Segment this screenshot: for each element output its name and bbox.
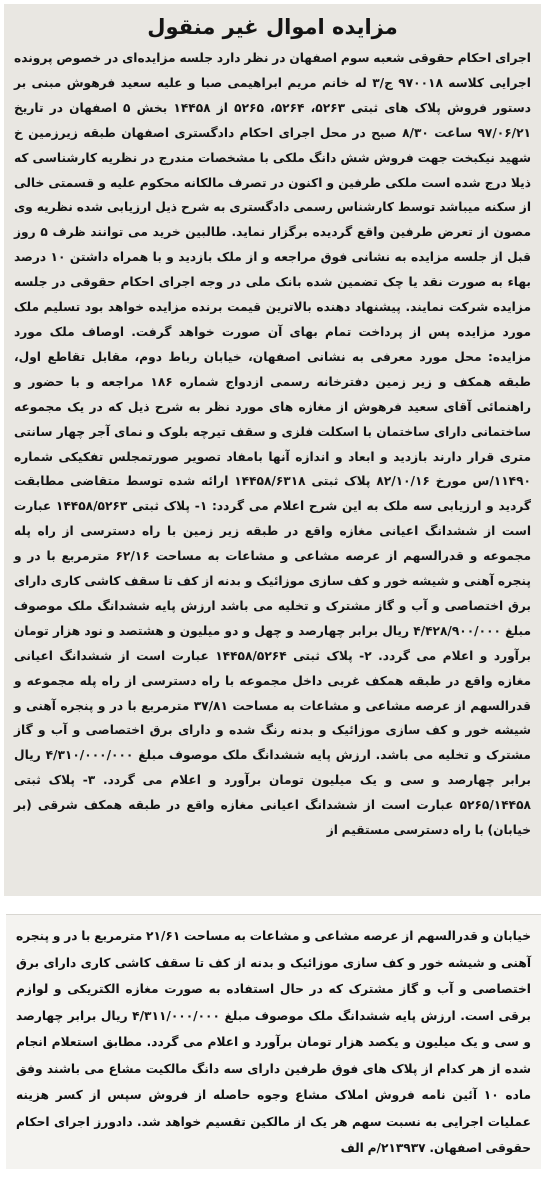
notice-continuation-clipping	[6, 914, 541, 1169]
notice-body: اجرای احکام حقوقی شعبه سوم اصفهان در نظر دارد جلسه مزایده‌ای در خصوص پرونده اجرایی کلاسه ۹۷۰۰۱۸ ج/۳ له خانم مریم ابراهیمی صبا و علیه سعید فرهوش مبنی بر دستور فروش پلاک های ثبتی ۵۲۶۳، ۵۲۶۴، ۵۲۶۵ از ۱۴۴۵۸ بخش ۵ اصفهان در تاریخ ۹۷/۰۶/۲۱ ساعت ۸/۳۰ صبح در محل اجرای احکام دادگستری اصفهان طبقه زیرزمین خ شهید نیکبخت جهت فروش شش دانگ ملکی با مشخصات مندرج در نظریه کارشناسی که ذیلا درج شده است ملکی طرفین و اکنون در تصرف مالکانه محکوم علیه و قسمتی خالی از سکنه میباشد توسط کارشناس رسمی دادگستری به شرح ذیل ارزیابی شده نظریه وی مصون از تعرض طرفین واقع گردیده برگزار نماید. طالبین خرید می توانند ظرف ۵ روز قبل از جلسه مزایده به نشانی فوق مراجعه و از ملک بازدید و با همراه داشتن ۱۰ درصد بهاء به صورت نقد یا چک تضمین شده بانک ملی در وجه اجرای احکام حقوقی در جلسه مزایده شرکت نمایند. پیشنهاد دهنده بالاترین قیمت برنده مزایده خواهد بود تسلیم ملک مورد مزایده پس از پرداخت تمام بهای آن صورت خواهد گرفت. اوصاف ملک مورد مزایده: محل مورد معرفی به نشانی اصفهان، خیابان رباط دوم، مقابل تقاطع اول، طبقه همکف و زیر زمین دفترخانه رسمی ازدواج شماره ۱۸۶ مراجعه و با حضور و راهنمائی آقای سعید فرهوش از مغازه های مورد نظر به شرح ذیل که در یک مجموعه ساختمانی دارای ساختمان با اسکلت فلزی و سقف تیرچه بلوک و نمای آجر چهار سانتی متری قرار دارند بازدید و ابعاد و اندازه آنها بامفاد تصویر صورتمجلس تفکیکی شماره ۱۱۴۹۰/س مورخ ۸۲/۱۰/۱۶ پلاک ثبتی ۱۴۴۵۸/۶۳۱۸ ارائه شده توسط متقاضی مطابقت گردید و ارزیابی سه ملک به این شرح اعلام می گردد: ۱- پلاک ثبتی ۱۴۴۵۸/۵۲۶۳ عبارت است از ششدانگ اعیانی مغازه واقع در طبقه زیر زمین با راه دسترسی از راه پله مجموعه و قدرالسهم از عرصه مشاعی و مشاعات به مساحت ۶۲/۱۶ مترمربع با در و پنجره آهنی و شیشه خور و کف سازی موزائیک و بدنه از کف تا سقف کاشی کاری دارای برق اختصاصی و آب و گاز مشترک و تخلیه می باشد ارزش پایه ششدانگ ملک موصوف مبلغ ۴/۴۲۸/۹۰۰/۰۰۰ ریال برابر چهارصد و چهل و دو میلیون و هشتصد و نود هزار تومان برآورد و اعلام می گردد. ۲- پلاک ثبتی ۱۴۴۵۸/۵۲۶۴ عبارت است از ششدانگ اعیانی مغازه واقع در طبقه همکف غربی داخل مجموعه با راه دسترسی از راه پله مجموعه و قدرالسهم از عرصه مشاعی و مشاعات به مساحت ۳۷/۸۱ مترمربع با در و پنجره آهنی و شیشه خور و کف سازی موزائیک و بدنه رنگ شده و دارای برق اختصاصی و آب و گاز مشترک و تخلیه می باشد. ارزش پایه ششدانگ ملک موصوف مبلغ ۴/۳۱۰/۰۰۰/۰۰۰ ریال برابر چهارصد و سی و یک میلیون تومان برآورد و اعلام می گردد. ۳- پلاک ثبتی ۵۲۶۵/۱۴۴۵۸ عبارت است از ششدانگ اعیانی مغازه واقع در طبقه همکف شرقی (بر خیابان) با راه دسترسی مستقیم از	[14, 51, 532, 838]
notice-title: مزایده اموال غیر منقول	[147, 15, 398, 39]
notice-continuation-text: خیابان و قدرالسهم از عرصه مشاعی و مشاعات به مساحت ۲۱/۶۱ مترمربع با در و پنجره آهنی و شیشه خور و کف سازی موزائیک و بدنه از کف تا سقف کاشی کاری دارای برق اختصاصی و آب و گاز مشترک که در حال استفاده به صورت مغازه الکتریکی و لوازم برقی است. ارزش پایه ششدانگ ملک موصوف مبلغ ۴/۳۱۱/۰۰۰/۰۰۰ ریال برابر چهارصد و سی و یک میلیون و یکصد هزار تومان برآورد و اعلام می گردد. مطابق استعلام انجام شده از هر کدام از پلاک های فوق طرفین دارای سه دانگ مالکیت مشاع می باشند وفق ماده ۱۰ آئین نامه فروش املاک مشاع وجوه حاصله از فروش سپس از کسر هزینه عملیات اجرایی به نسبت سهم هر یک از مالکین تقسیم خواهد شد. دادورز اجرای احکام حقوقی اصفهان. ۲۱۳۹۳۷/م الف	[16, 929, 531, 1155]
clipping-divider	[0, 898, 547, 912]
newspaper-clipping	[4, 4, 541, 896]
